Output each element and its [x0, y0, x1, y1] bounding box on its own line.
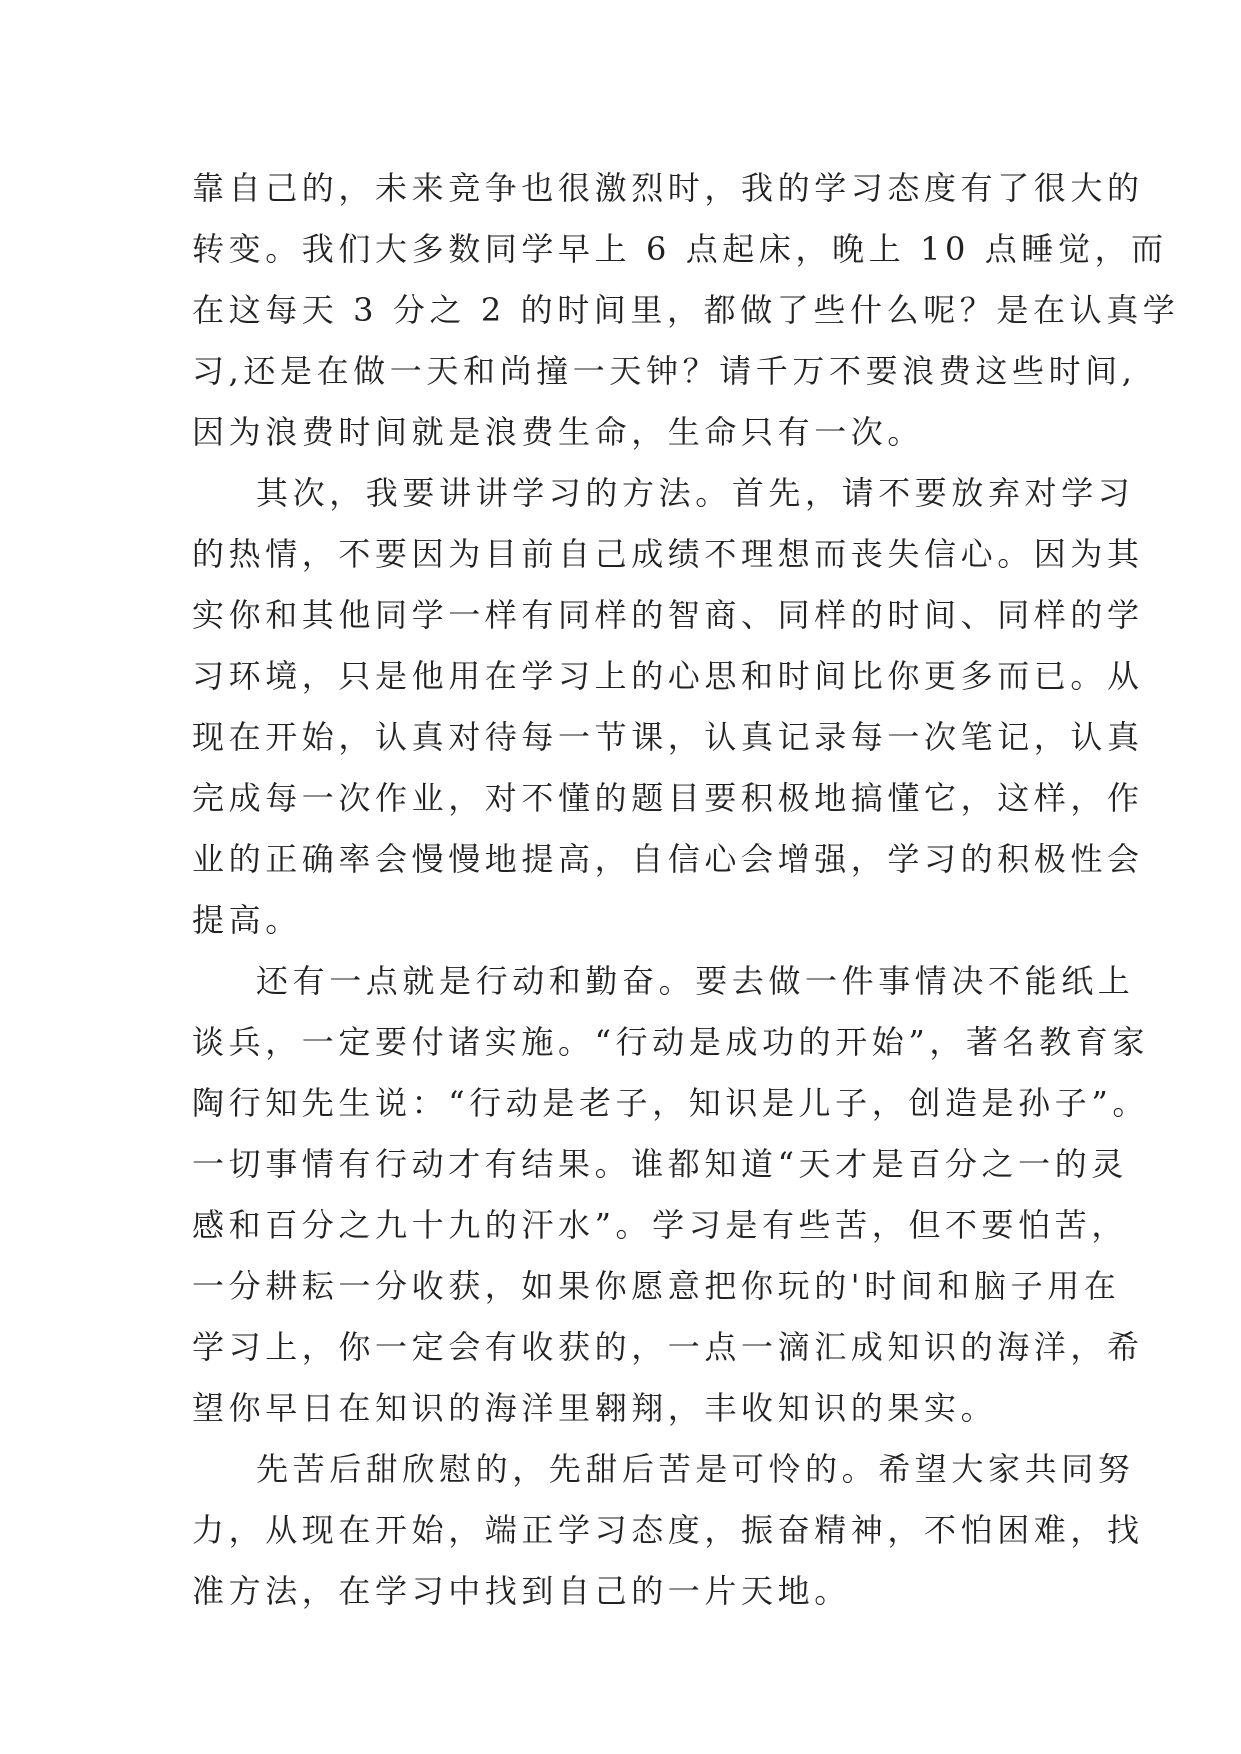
text-line: 学习上，你一定会有收获的，一点一滴汇成知识的海洋，希 [192, 1328, 1144, 1366]
text-line: 陶行知先生说：“行动是老子，知识是儿子，创造是孙子”。 [192, 1084, 1149, 1122]
text-line: 因为浪费时间就是浪费生命，生命只有一次。 [192, 413, 925, 451]
text-line: 一分耕耘一分收获，如果你愿意把你玩的'时间和脑子用在 [192, 1267, 1121, 1305]
paragraph-3 [192, 951, 1149, 1439]
text-line: 其次，我要讲讲学习的方法。首先，请不要放弃对学习 [256, 474, 1135, 512]
text-line: 谈兵，一定要付诸实施。“行动是成功的开始”，著名教育家 [192, 1023, 1149, 1061]
text-line: 感和百分之九十九的汗水”。学习是有些苦，但不要怕苦， [192, 1206, 1128, 1244]
text-line: 完成每一次作业，对不懂的题目要积极地搞懂它，这样，作 [192, 779, 1144, 817]
text-line: 在这每天 3 分之 2 的时间里，都做了些什么呢？是在认真学 [192, 291, 1180, 329]
text-line: 准方法，在学习中找到自己的一片天地。 [192, 1572, 851, 1610]
text-line: 业的正确率会慢慢地提高，自信心会增强，学习的积极性会 [192, 840, 1144, 878]
text-line: 提高。 [192, 901, 302, 939]
text-line: 现在开始，认真对待每一节课，认真记录每一次笔记，认真 [192, 718, 1144, 756]
text-line: 一切事情有行动才有结果。谁都知道“天才是百分之一的灵 [192, 1145, 1128, 1183]
text-line: 还有一点就是行动和勤奋。要去做一件事情决不能纸上 [256, 962, 1135, 1000]
text-line: 望你早日在知识的海洋里翱翔，丰收知识的果实。 [192, 1389, 998, 1427]
text-line: 转变。我们大多数同学早上 6 点起床，晚上 10 点睡觉，而 [192, 230, 1168, 268]
paragraph-1 [192, 158, 1180, 463]
text-line: 靠自己的，未来竞争也很激烈时，我的学习态度有了很大的 [192, 169, 1144, 207]
text-line: 习环境，只是他用在学习上的心思和时间比你更多而已。从 [192, 657, 1144, 695]
text-line: 习,还是在做一天和尚撞一天钟？请千万不要浪费这些时间, [192, 352, 1137, 390]
paragraph-2 [192, 463, 1144, 951]
text-line: 实你和其他同学一样有同样的智商、同样的时间、同样的学 [192, 596, 1144, 634]
text-line: 力，从现在开始，端正学习态度，振奋精神，不怕困难，找 [192, 1511, 1144, 1549]
text-line: 的热情，不要因为目前自己成绩不理想而丧失信心。因为其 [192, 535, 1144, 573]
text-line: 先苦后甜欣慰的，先甜后苦是可怜的。希望大家共同努 [256, 1450, 1135, 1488]
document-body [192, 158, 1180, 1622]
paragraph-4 [192, 1439, 1144, 1622]
